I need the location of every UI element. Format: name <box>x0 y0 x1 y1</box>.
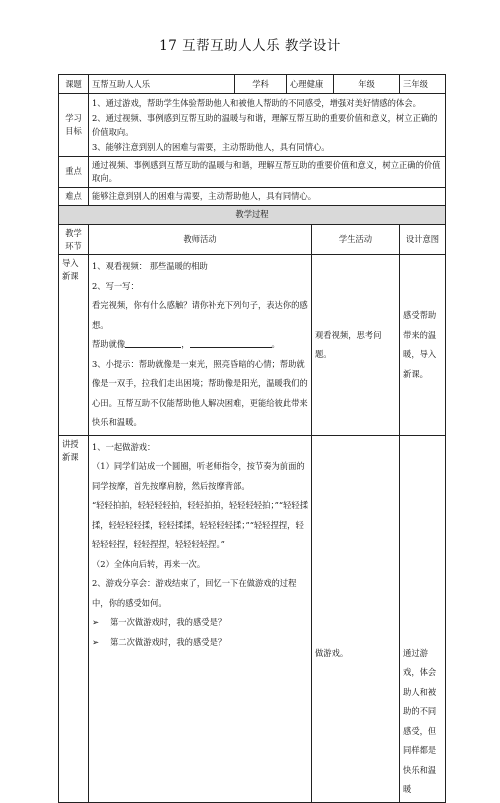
list-item: ➢ 第一次做游戏时，我的感受是？ <box>92 613 308 632</box>
objective-item: 3、能够注意到别人的困难与需要，主动帮助他人，具有同情心。 <box>92 141 330 152</box>
intro-design-intent: 感受帮助带来的温暖，导入新课。 <box>400 255 446 435</box>
grade-label: 年级 <box>334 75 400 94</box>
objective-item: 2、通过视频、事例感到互帮互助的温暖与和谐，理解互帮互助的重要价值和意义，树立正确的价值取向。 <box>92 112 438 138</box>
header-design: 设计意图 <box>400 224 446 255</box>
difficulties-text: 能够注意到别人的困难与需要，主动帮助他人，具有同情心。 <box>89 187 446 205</box>
lecture-design-intent: 通过游戏，体会助人和被助的不同感受，但同样都是快乐和温暖 <box>400 435 446 802</box>
list-item: ➢ 第二次做游戏时，我的感受是？ <box>92 633 308 652</box>
activity-line: 看完视频，你有什么感触？请你补充下列句子，表达你的感想。 <box>92 300 308 330</box>
course-label: 课题 <box>59 75 89 94</box>
key-points-row <box>59 157 446 188</box>
lesson-plan-table <box>58 74 445 803</box>
header-student: 学生活动 <box>312 224 400 255</box>
header-stage: 教学环节 <box>59 224 89 255</box>
subject-value: 心理健康 <box>287 75 334 94</box>
lecture-teacher-activity <box>89 435 312 802</box>
key-points-label: 重点 <box>59 157 89 188</box>
lecture-stage: 讲授新课 <box>59 435 89 802</box>
course-value: 互帮互助人人乐 <box>89 75 235 94</box>
header-teacher: 教师活动 <box>89 224 312 255</box>
objectives-content <box>89 94 446 157</box>
grade-value: 三年级 <box>400 75 446 94</box>
process-title-row <box>59 205 446 224</box>
document-title: 17 互帮互助人人乐 教学设计 <box>159 38 341 54</box>
subject-label: 学科 <box>235 75 287 94</box>
objectives-row <box>59 94 446 157</box>
activity-line: 3、小提示：帮助就像是一束光，照亮昏暗的心情；帮助就像是一双手，拉我们走出困境；帮助像是阳光，温暖我们的心田。互帮互助不仅能帮助他人解决困难，更能给彼此带来快乐和温暖。 <box>92 358 308 428</box>
blank-line <box>125 338 181 348</box>
activity-line: 1、观看视频： 那些温暖的相助 <box>92 261 208 272</box>
info-row <box>59 75 446 94</box>
process-section-title: 教学过程 <box>59 205 446 224</box>
difficulties-row <box>59 187 446 205</box>
activity-line: 2、游戏分享会：游戏结束了，回忆一下在做游戏的过程中，你的感受如何。 <box>92 578 297 608</box>
objectives-label: 学习 目标 <box>59 94 89 157</box>
arrow-bullet-icon: ➢ <box>92 636 99 647</box>
blank-line <box>190 338 272 348</box>
key-points-text: 通过视频、事例感到互帮互助的温暖与和谐，理解互帮互助的重要价值和意义，树立正确的价值取向。 <box>89 157 446 188</box>
activity-line: 2、写一写： <box>92 280 139 291</box>
intro-teacher-activity <box>89 255 312 435</box>
activity-line: 1、一起做游戏： <box>92 441 156 452</box>
fill-in-sentence: 帮助就像 ， 。 <box>92 339 280 350</box>
activity-line: （1）同学们站成一个圆圈，听老师指令，按节奏为前面的同学按摩，首先按摩肩膀，然后按摩背部。 <box>92 461 305 491</box>
lecture-student-activity: 做游戏。 <box>312 435 400 802</box>
difficulties-label: 难点 <box>59 187 89 205</box>
intro-student-activity: 观看视频，思考问题。 <box>312 255 400 435</box>
lecture-row <box>59 435 446 802</box>
activity-line: “轻轻拍拍，轻轻轻轻拍，轻轻拍拍，轻轻轻轻拍；”“轻轻揉揉，轻轻轻轻揉，轻轻揉揉，轻轻轻轻揉；”“轻轻捏捏，轻轻轻轻捏，轻轻捏捏，轻轻轻轻捏。” <box>92 500 308 550</box>
intro-row <box>59 255 446 435</box>
intro-stage: 导入新课 <box>59 255 89 435</box>
objective-item: 1、通过游戏，帮助学生体验帮助他人和被他人帮助的不同感受，增强对美好情感的体会。 <box>92 98 421 108</box>
process-header-row <box>59 224 446 255</box>
activity-line: （2）全体向后转，再来一次。 <box>92 558 206 569</box>
arrow-bullet-icon: ➢ <box>92 617 99 628</box>
